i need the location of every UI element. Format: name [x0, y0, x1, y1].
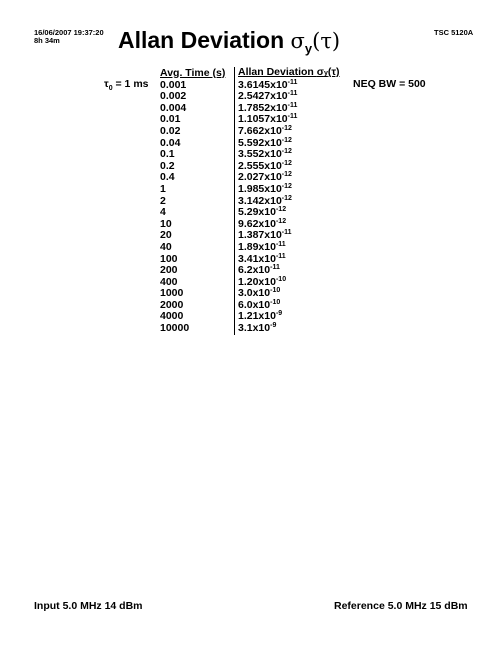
- deviation-exponent: -11: [287, 78, 298, 86]
- deviation-mantissa: 1.387x10: [238, 229, 282, 242]
- page-title: [118, 27, 386, 54]
- tau-value: = 1 ms: [112, 78, 149, 90]
- avg-time-cell: 2: [160, 194, 166, 207]
- neq-bandwidth: NEQ BW = 500: [353, 78, 426, 90]
- title-subscript: y: [304, 41, 313, 56]
- avg-time-cell: 0.004: [160, 101, 187, 114]
- deviation-mantissa: 6.2x10: [238, 264, 271, 277]
- input-signal-info: Input 5.0 MHz 14 dBm: [34, 600, 143, 612]
- deviation-exponent: -11: [275, 252, 286, 260]
- avg-time-cell: 1000: [160, 287, 184, 300]
- deviation-exponent: -12: [275, 206, 287, 214]
- avg-time-cell: 100: [160, 252, 178, 265]
- allan-deviation-table: [160, 67, 340, 335]
- deviation-mantissa: 3.142x10: [238, 194, 282, 207]
- avg-time-cell: 2000: [160, 298, 184, 311]
- deviation-mantissa: 1.985x10: [238, 182, 282, 195]
- deviation-mantissa: 2.5427x10: [238, 90, 288, 103]
- deviation-mantissa: 1.21x10: [238, 310, 276, 323]
- deviation-mantissa: 1.20x10: [238, 275, 276, 288]
- avg-time-cell: 0.1: [160, 148, 175, 161]
- deviation-mantissa: 1.1057x10: [238, 113, 288, 126]
- deviation-exponent: -12: [281, 182, 292, 190]
- avg-time-header: Avg. Time (s): [160, 66, 226, 79]
- avg-time-cell: 20: [160, 229, 172, 242]
- deviation-exponent: -12: [281, 171, 292, 179]
- deviation-mantissa: 6.0x10: [238, 298, 271, 311]
- avg-time-cell: 4: [160, 206, 166, 219]
- title-sigma: σ: [290, 29, 305, 53]
- tau-symbol: τ: [104, 78, 109, 90]
- deviation-exponent: -9: [275, 310, 283, 318]
- avg-time-cell: 10000: [160, 322, 190, 335]
- avg-time-cell: 4000: [160, 310, 184, 323]
- avg-time-cell: 0.4: [160, 171, 175, 184]
- deviation-mantissa: 1.7852x10: [238, 101, 288, 114]
- adev-header-subscript: y: [323, 70, 328, 77]
- deviation-mantissa: 9.62x10: [238, 217, 276, 230]
- deviation-exponent: -11: [287, 113, 298, 121]
- table-row: [160, 323, 340, 335]
- table-body: [160, 80, 340, 335]
- avg-time-cell: 10: [160, 217, 172, 230]
- adev-header-sigma: σ: [316, 66, 324, 78]
- deviation-mantissa: 3.1x10: [238, 322, 271, 335]
- tau-subscript: 0: [108, 85, 113, 93]
- deviation-mantissa: 2.555x10: [238, 159, 282, 172]
- deviation-exponent: -10: [275, 275, 287, 283]
- deviation-exponent: -12: [281, 194, 292, 202]
- deviation-mantissa: 7.662x10: [238, 124, 282, 137]
- deviation-mantissa: 3.552x10: [238, 148, 282, 161]
- adev-header-tau: (τ): [327, 66, 340, 78]
- instrument-name: TSC 5120A: [434, 28, 474, 37]
- reference-signal-info: Reference 5.0 MHz 15 dBm: [334, 600, 468, 612]
- allan-deviation-cell: [235, 323, 340, 335]
- avg-time-cell: 40: [160, 240, 172, 253]
- deviation-exponent: -12: [281, 148, 292, 156]
- deviation-exponent: -11: [270, 264, 280, 272]
- deviation-exponent: -12: [281, 124, 292, 132]
- deviation-exponent: -9: [270, 322, 277, 330]
- deviation-mantissa: 1.89x10: [238, 240, 276, 253]
- avg-time-cell: 0.001: [160, 78, 187, 91]
- deviation-mantissa: 2.027x10: [238, 171, 282, 184]
- avg-time-cell: 400: [160, 275, 178, 288]
- deviation-exponent: -12: [275, 217, 287, 225]
- date-stamp: 16/06/2007 19:37:20: [34, 28, 104, 37]
- deviation-exponent: -11: [275, 240, 286, 248]
- run-duration: 8h 34m: [34, 36, 60, 45]
- avg-time-cell: 0.002: [160, 90, 187, 103]
- deviation-exponent: -11: [287, 101, 298, 109]
- title-text: Allan Deviation: [118, 27, 291, 53]
- adev-header-text: Allan Deviation: [238, 66, 317, 78]
- deviation-mantissa: 3.0x10: [238, 287, 271, 300]
- deviation-exponent: -11: [287, 90, 298, 98]
- deviation-exponent: -12: [281, 159, 292, 167]
- avg-time-cell: 0.02: [160, 124, 181, 137]
- avg-time-cell: 0.04: [160, 136, 181, 149]
- title-tau: (τ): [312, 29, 341, 53]
- deviation-exponent: -11: [281, 229, 292, 237]
- deviation-mantissa: 3.41x10: [238, 252, 276, 265]
- deviation-exponent: -12: [281, 136, 292, 144]
- avg-time-cell: 200: [160, 264, 178, 277]
- avg-time-cell: 0.01: [160, 113, 181, 126]
- avg-time-cell: 1: [160, 182, 166, 195]
- deviation-mantissa: 3.6145x10: [238, 78, 288, 91]
- deviation-mantissa: 5.29x10: [238, 206, 276, 219]
- deviation-exponent: -10: [270, 298, 281, 306]
- deviation-mantissa: 5.592x10: [238, 136, 282, 149]
- avg-time-cell: 0.2: [160, 159, 175, 172]
- tau-zero-param: [104, 78, 149, 92]
- deviation-exponent: -10: [270, 287, 281, 295]
